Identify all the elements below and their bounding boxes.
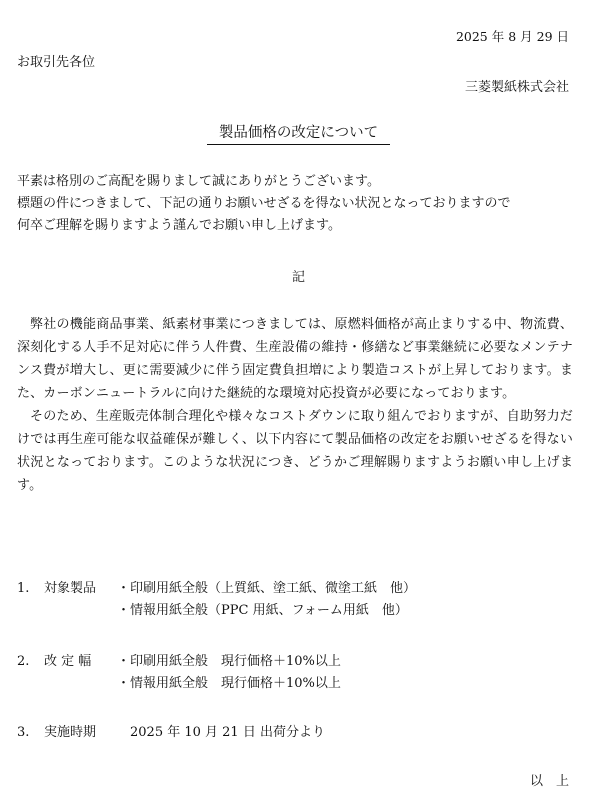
greeting-line-2: 標題の件につきまして、下記の通りお願いせざるを得ない状況となっておりますので (17, 196, 511, 211)
item-label: 対象製品 (44, 581, 97, 596)
greeting-line-1: 平素は格別のご高配を賜りまして誠にありがとうございます。 (17, 174, 380, 189)
document-title-text: 製品価格の改定について (207, 121, 390, 145)
body-paragraph-2: そのため、生産販売体制合理化や様々なコストダウンに取り組んでおりますが、自助努力だけでは再生産可能な収益確保が難しく、以下内容にて製品価格の改定をお願いせざるを得ない状況となっております。このような状況につき、どうかご理解賜りますようお願い申し上げます。 (17, 409, 573, 493)
body-text (17, 313, 573, 497)
document-title (0, 121, 597, 145)
item-label: 実施時期 (44, 725, 97, 740)
item-line: ・情報用紙全般（PPC 用紙、フォーム用紙 他） (117, 603, 408, 618)
item-line: 2025 年 10 月 21 日 出荷分より (117, 725, 325, 740)
item-number: 2. (17, 654, 30, 669)
body-paragraph-1: 弊社の機能商品事業、紙素材事業につきましては、原燃料価格が高止まりする中、物流費、深刻化する人手不足対応に伴う人件費、生産設備の維持・修繕など事業継続に必要なメンテナンス費が増大し、更に需要減少に伴う固定費負担増により製造コストが上昇しております。また、カーボンニュートラルに向けた継続的な環境対応投資が必要になっております。 (17, 317, 573, 401)
item-line: ・印刷用紙全般（上質紙、塗工紙、微塗工紙 他） (117, 581, 417, 596)
item-number: 3. (17, 725, 30, 740)
addressee: お取引先各位 (17, 55, 96, 70)
closing-mark: 以 上 (529, 774, 569, 789)
greeting (17, 171, 577, 237)
ki-heading: 記 (291, 270, 305, 285)
document-date: 2025 年 8 月 29 日 (455, 29, 569, 44)
sender-company: 三菱製紙株式会社 (464, 80, 569, 95)
item-number: 1. (17, 581, 30, 596)
greeting-line-3: 何卒ご理解を賜りますよう謹んでお願い申し上げます。 (17, 218, 341, 233)
item-line: ・情報用紙全般 現行価格＋10%以上 (117, 676, 341, 691)
item-line: ・印刷用紙全般 現行価格＋10%以上 (117, 654, 341, 669)
item-label: 改 定 幅 (44, 654, 92, 669)
